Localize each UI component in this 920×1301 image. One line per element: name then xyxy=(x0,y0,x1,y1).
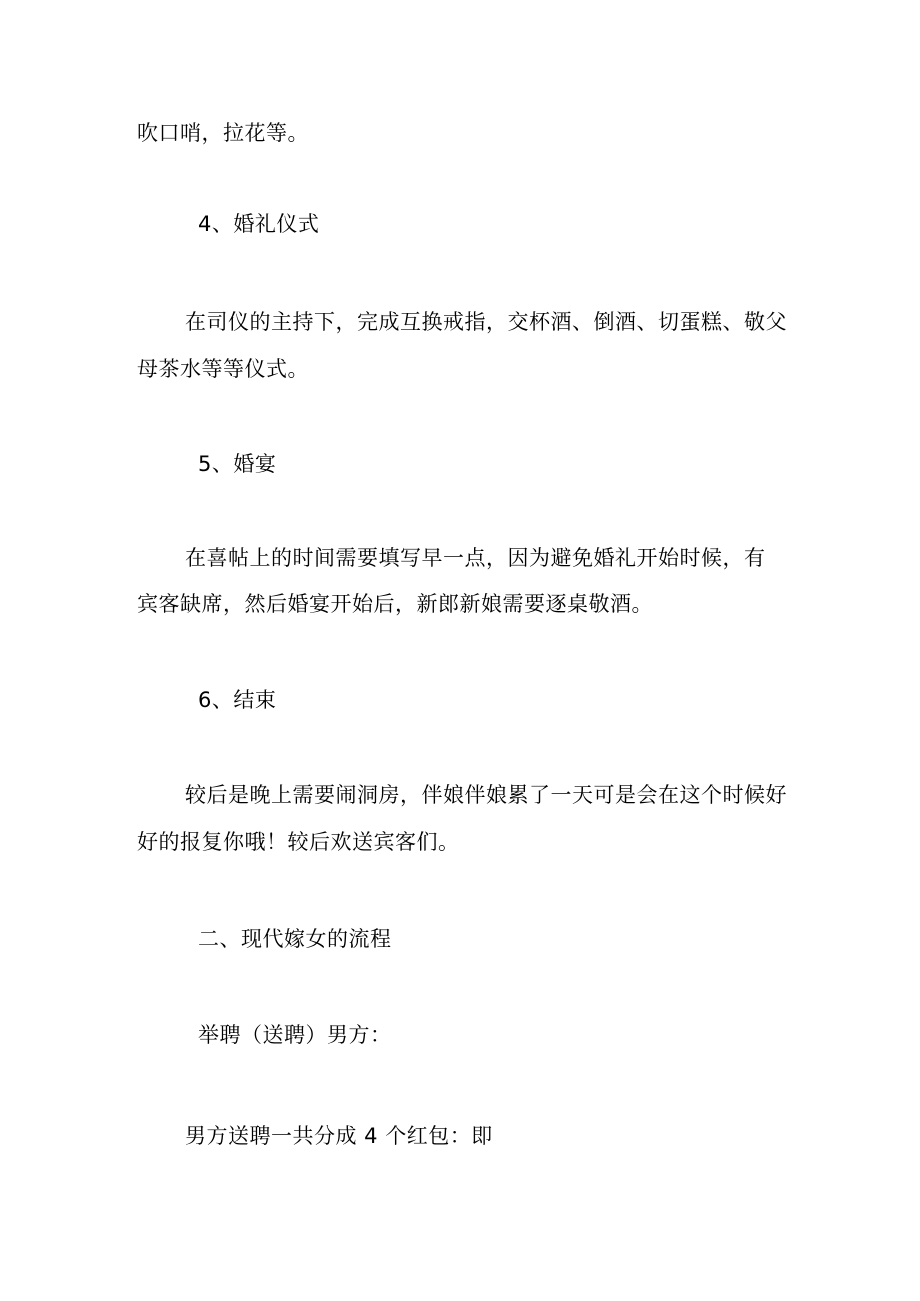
subheading: 举聘（送聘）男方： xyxy=(198,1023,392,1047)
continuation-text: 吹口哨，拉花等。 xyxy=(137,121,309,145)
paragraph-line: 母茶水等等仪式。 xyxy=(137,357,309,381)
paragraph-line: 宾客缺席，然后婚宴开始后，新郎新娘需要逐桌敬酒。 xyxy=(137,592,653,616)
section-heading-ending: 6、结束 xyxy=(198,688,277,712)
paragraph-line: 好的报复你哦！较后欢送宾客们。 xyxy=(137,830,460,854)
section-heading-wedding-ceremony: 4、婚礼仪式 xyxy=(198,212,320,236)
paragraph-line: 在司仪的主持下，完成互换戒指，交杯酒、倒酒、切蛋糕、敬父 xyxy=(185,310,787,334)
paragraph-line: 在喜帖上的时间需要填写早一点，因为避免婚礼开始时候，有 xyxy=(185,546,766,570)
section-heading-banquet: 5、婚宴 xyxy=(198,452,277,476)
chapter-heading: 二、现代嫁女的流程 xyxy=(198,927,392,951)
paragraph-line: 较后是晚上需要闹洞房，伴娘伴娘累了一天可是会在这个时候好 xyxy=(185,783,787,807)
final-line: 男方送聘一共分成 4 个红包：即 xyxy=(185,1124,493,1148)
